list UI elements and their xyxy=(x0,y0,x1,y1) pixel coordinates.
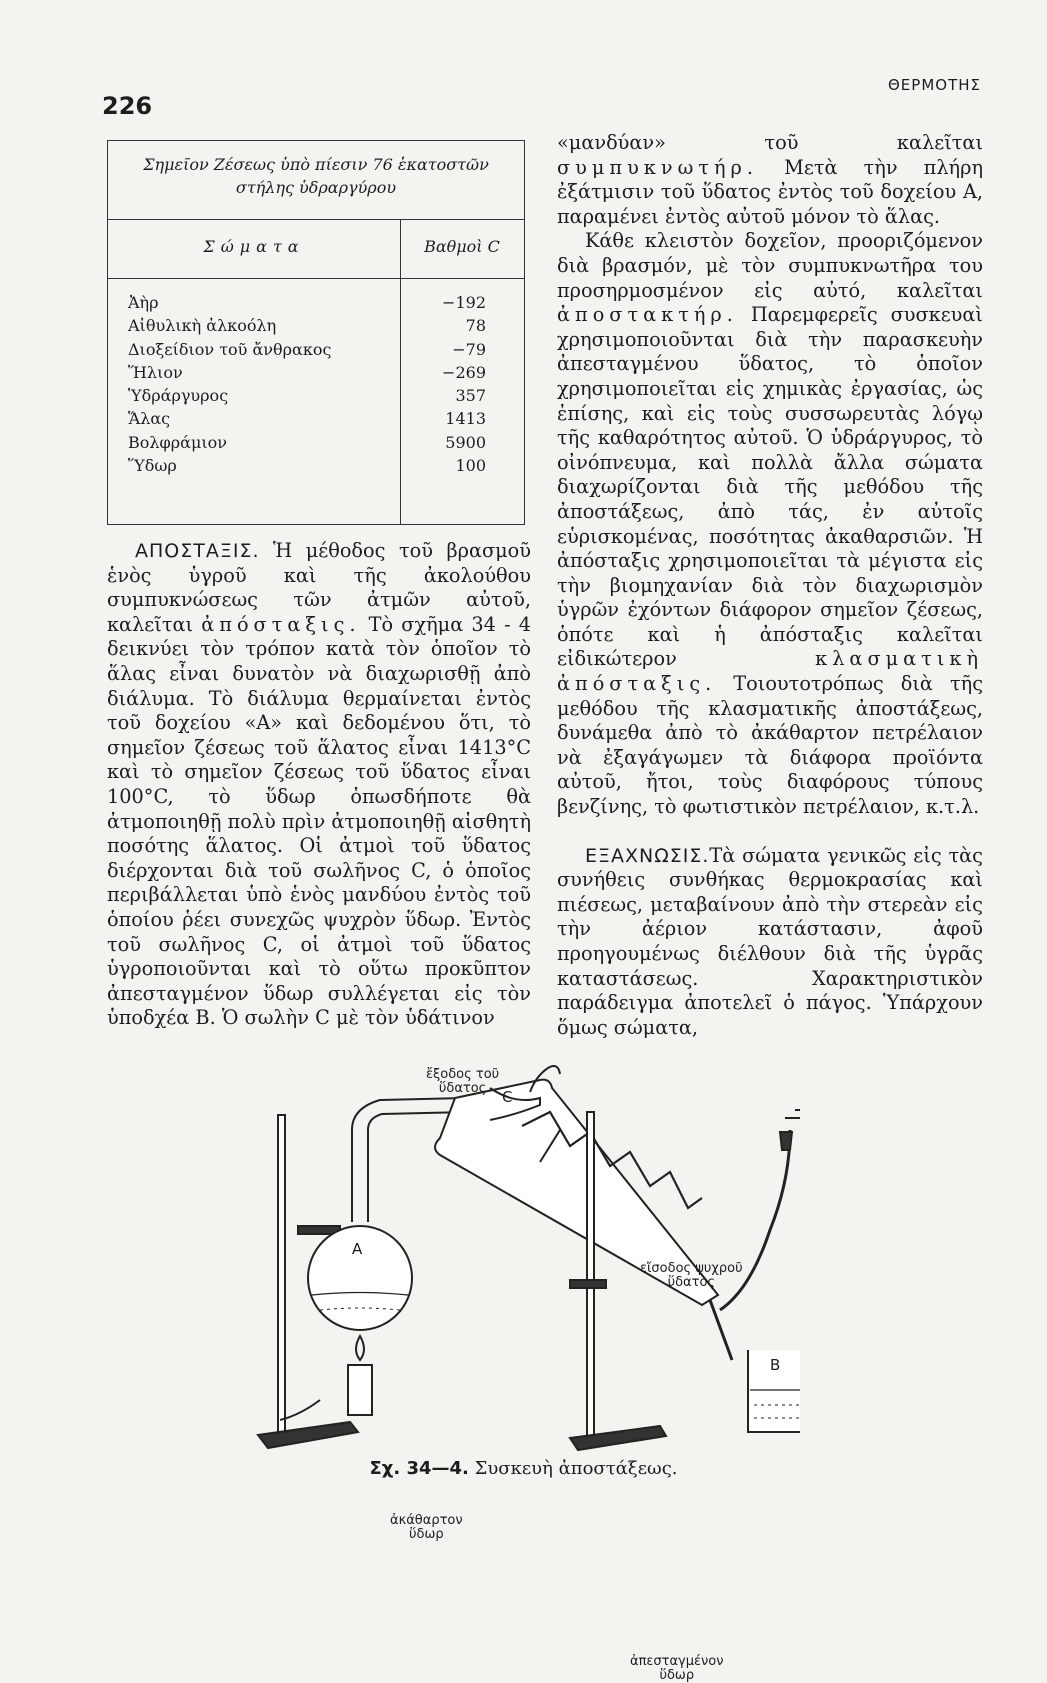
term-fractional-distillation: κλασματικὴ ἀπόσταξις. xyxy=(557,647,983,696)
table-row: Ἀὴρ −192 xyxy=(128,293,486,312)
distillation-paragraph: ΑΠΟΣΤΑΞΙΣ. Ἡ μέθοδος τοῦ βρασμοῦ ἑνὸς ὑγροῦ καὶ τῆς ἀκολούθου συμπυκνώσεως τῶν ἀτμῶν αὐτοῦ, καλεῖται ἀπόσταξις. Τὸ σχῆμα 34 - 4 δεικνύει τὸν τρόπον κατὰ τὸν ὁποῖον τὸ ἅλας εἶναι δυνατὸν νὰ διαχωρισθῇ ἀπὸ διάλυμα. Τὸ διάλυμα θερμαίνεται ἐντὸς τοῦ δοχείου «Α» καὶ δεδομένου ὅτι, τὸ σημεῖον ζέσεως τοῦ ἅλατος εἶναι 1413°C καὶ τὸ σημεῖον ζέσεως τοῦ ὕδατος εἶναι 100°C, τὸ ὕδωρ ὁπωσδήποτε θὰ ἀτμοποιηθῇ πολὺ πρὶν ἀτμοποιηθῇ αἰσθητὴ ποσότης ἅλατος. Οἱ ἀτμοὶ τοῦ ὕδατος διέρχονται διὰ τοῦ σωλῆνος C, ὁ ὁποῖος περιβάλλεται ὑπὸ ἑνὸς μανδύου ἐντὸς τοῦ ὁποίου ῥέει συνεχῶς ψυχρὸν ὕδωρ. Ἐντὸς τοῦ σωλῆνος C, οἱ ἀτμοὶ τοῦ ὕδατος ὑγροποιοῦνται καὶ τὸ οὕτω προκῦπτον ἀπεσταγμένον ὕδωρ συλλέγεται εἰς τὸν ὑποδχέα Β. Ὁ σωλὴν C μὲ τὸν ὑδάτινον xyxy=(107,539,531,1030)
table-caption: Σημεῖον Ζέσεως ὑπὸ πίεσιν 76 ἑκατοστῶν στήλης ὑδραργύρου xyxy=(143,155,489,197)
apparatus-drawing xyxy=(240,1060,800,1455)
table-body xyxy=(108,293,524,479)
running-title: ΘΕΡΜΟΤΗΣ xyxy=(888,76,981,94)
figure-title: Συσκευὴ ἀποστάξεως. xyxy=(474,1458,678,1479)
table-row: Ὕδωρ 100 xyxy=(128,456,486,476)
table-row: Διοξείδιον τοῦ ἄνθρακος −79 xyxy=(128,339,486,359)
condenser-paragraph: «μανδύαν» τοῦ καλεῖται συμπυκνωτήρ. Μετὰ τὴν πλήρη ἐξάτμισιν τοῦ ὕδατος ἐντὸς τοῦ δοχείου Α, παραμένει ἐντὸς αὐτοῦ μόνον τὸ ἅλας. xyxy=(557,131,983,228)
label-impure-water: ἀκάθαρτον ὕδωρ xyxy=(390,1513,463,1542)
label-water-outlet: ἔξοδος τοῦ ὕδατος xyxy=(426,1067,500,1096)
receiver-letter-b: Β xyxy=(770,1356,781,1374)
table-row: Ἥλιον −269 xyxy=(128,362,486,382)
still-paragraph: Κάθε κλειστὸν δοχεῖον, προοριζόμενον διὰ βρασμόν, μὲ τὸν συμπυκνωτῆρα του προσηρμοσμένον εἰς αὐτό, καλεῖται ἀποστακτήρ. Παρεμφερεῖς συσκευαὶ χρησιμοποιοῦνται διὰ τὴν παρασκευὴν ἀπεσταγμένου ὕδατος, τὸ ὁποῖον χρησιμοποιεῖται εἰς χημικὰς ἐργασίας, ὡς ἐπίσης, καὶ εἰς τοὺς συσσωρευτὰς λόγῳ τῆς καθαρότητος αὐτοῦ. Ὁ ὑδράργυρος, τὸ οἰνόπνευμα, καὶ πολλὰ ἄλλα σώματα διαχωρίζονται διὰ τῆς μεθόδου τῆς ἀποστάξεως, ἀπὸ τάς, ἐν αὐτοῖς εὑρισκομένας, ποσότητας ἀκαθαρσιῶν. Ἡ ἀπόσταξις χρησιμοποιεῖται τὰ μέγιστα εἰς τὴν βιομηχανίαν διὰ τὸν διαχωρισμὸν ὑγρῶν ἐχόντων διάφορον σημεῖον ζέσεως, ὁπότε καὶ ἡ ἀπόσταξις καλεῖται εἰδικώτερον κλασματικὴ ἀπόσταξις. Τοιουτοτρόπως διὰ τῆς μεθόδου τῆς κλασματικῆς ἀποστάξεως, δυνάμεθα ἀπὸ τὸ ἀκάθαρτον πετρέλαιον νὰ ἐξαγάγωμεν τὰ διάφορα προϊόντα αὐτοῦ, ἤτοι, τοὺς διαφόρους τύπους βενζίνης, τὸ φωτιστικὸν πετρέλαιον, κ.τ.λ. xyxy=(557,229,983,819)
term-still: ἀποστακτήρ. xyxy=(557,303,738,327)
flask-letter-a: Α xyxy=(352,1240,363,1258)
table-row: Ἅλας 1413 xyxy=(128,409,486,429)
table-row: Βολφράμιον 5900 xyxy=(128,432,486,452)
column-header-degrees: Βαθμοὶ C xyxy=(424,237,500,256)
label-distilled-water: ἀπεσταγμένον ὕδωρ xyxy=(630,1654,724,1683)
term-distillation: ἀπόσταξις. xyxy=(201,612,361,636)
term-condenser: συμπυκνωτήρ. xyxy=(557,155,758,179)
table-row: Ὑδράργυρος 357 xyxy=(128,386,486,406)
boiling-point-table xyxy=(107,140,525,525)
page-number: 226 xyxy=(102,92,153,120)
right-column xyxy=(557,131,983,1040)
figure-caption xyxy=(0,1458,1047,1479)
table-row: Αἰθυλικὴ ἀλκοόλη 78 xyxy=(128,316,486,336)
figure-number: Σχ. 34—4. xyxy=(369,1458,469,1479)
section-heading-distillation: ΑΠΟΣΤΑΞΙΣ. xyxy=(135,540,260,562)
condenser-letter-c: C xyxy=(502,1088,513,1106)
left-column xyxy=(107,539,531,1031)
sublimation-paragraph: ΕΞΑΧΝΩΣΙΣ.Τὰ σώματα γενικῶς εἰς τὰς συνήθεις συνθήκας θερμοκρασίας καὶ πιέσεως, μεταβαίνουν ἀπὸ τὴν στερεὰν εἰς τὴν ἀέριον κατάστασιν, ἀφοῦ προηγουμένως διέλθουν διὰ τῆς ὑγρᾶς καταστάσεως. Χαρακτηριστικὸν παράδειγμα ἀποτελεῖ ὁ πάγος. Ὑπάρχουν ὅμως σώματα, xyxy=(557,843,983,1039)
section-heading-sublimation: ΕΞΑΧΝΩΣΙΣ. xyxy=(585,844,710,867)
column-header-bodies: Σώματα xyxy=(203,237,305,256)
label-cold-water-inlet: εἴσοδος ψυχροῦ ὕδατος xyxy=(640,1261,743,1290)
